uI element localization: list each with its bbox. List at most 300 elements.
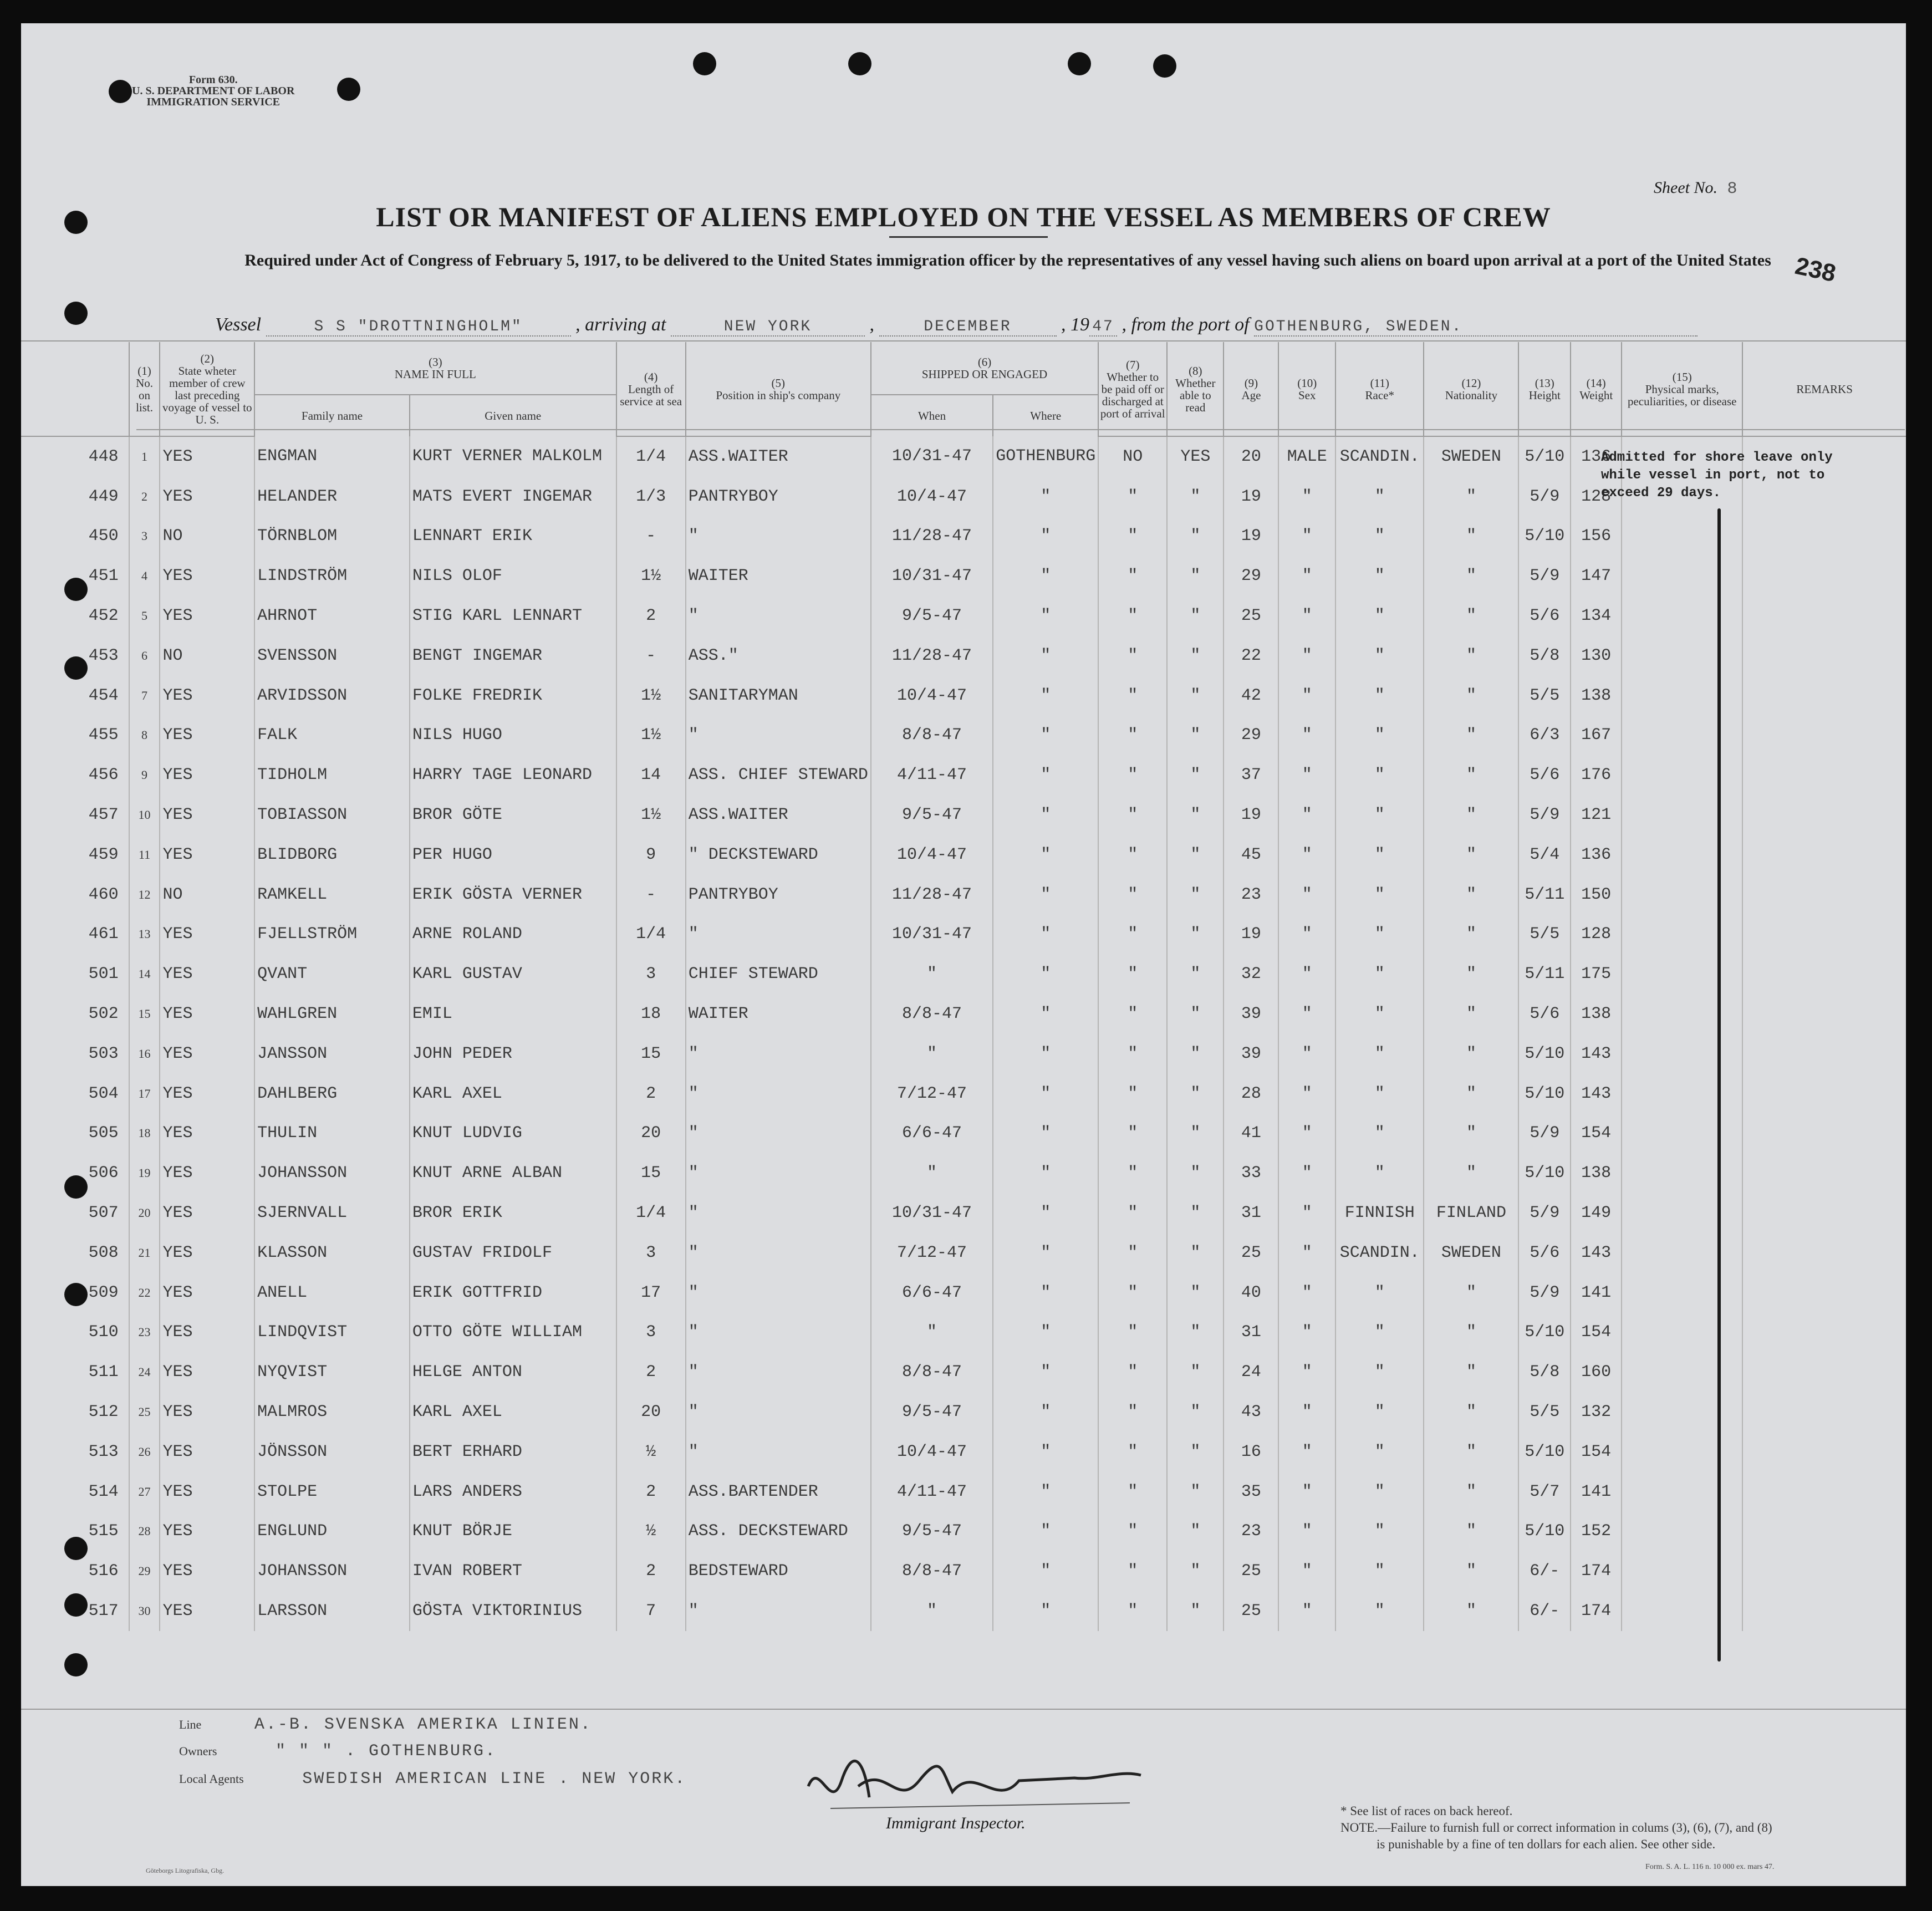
able-to-read-cell: " (1167, 1352, 1224, 1392)
sex-cell: " (1278, 1551, 1335, 1591)
table-row (21, 1114, 1906, 1154)
table-row (21, 994, 1906, 1034)
given-name-cell: EMIL (410, 994, 616, 1034)
sheet-number-cell: 514 (88, 1482, 119, 1501)
sheet-value: 8 (1727, 180, 1739, 198)
race-cell: " (1335, 1591, 1424, 1631)
crew-table (21, 342, 1906, 1631)
previous-voyage-cell: YES (160, 1313, 254, 1353)
shipped-when-cell: 8/8-47 (871, 1551, 993, 1591)
shipped-when-cell: 10/31-47 (871, 556, 993, 596)
col-position-header: (5) Position in ship's company (686, 342, 871, 436)
weight-cell: 130 (1571, 636, 1622, 676)
sheet-number-cell: 505 (88, 1124, 119, 1143)
service-length-cell: - (616, 517, 686, 557)
previous-voyage-cell: YES (160, 1114, 254, 1154)
sheet-number-cell: 517 (88, 1602, 119, 1620)
nationality-cell: FINLAND (1424, 1193, 1518, 1233)
height-cell: 5/10 (1518, 1074, 1571, 1114)
sex-cell: " (1278, 1591, 1335, 1631)
sheet-number-cell: 457 (88, 806, 119, 825)
shipped-when-cell: " (871, 1591, 993, 1631)
previous-voyage-cell: YES (160, 477, 254, 517)
nationality-cell: " (1424, 915, 1518, 955)
given-name-cell: JOHN PEDER (410, 1034, 616, 1074)
shipped-where-cell: " (993, 1591, 1098, 1631)
sheet-number-cell: 455 (88, 726, 119, 745)
agents-label: Local Agents (179, 1772, 244, 1786)
table-row (21, 795, 1906, 835)
position-cell: " (686, 1233, 871, 1273)
age-cell: 39 (1224, 994, 1278, 1034)
weight-cell: 138 (1571, 676, 1622, 716)
shipped-when-cell: 10/4-47 (871, 676, 993, 716)
list-number-cell: 4 (129, 556, 160, 596)
previous-voyage-cell: NO (160, 517, 254, 557)
form-code: Form. S. A. L. 116 n. 10 000 ex. mars 47. (1645, 1863, 1775, 1871)
paid-off-cell: " (1098, 1432, 1167, 1472)
able-to-read-cell: " (1167, 1153, 1224, 1193)
previous-voyage-cell: YES (160, 556, 254, 596)
weight-cell: 141 (1571, 1472, 1622, 1512)
col-height-header: (13) Height (1518, 342, 1571, 436)
remarks-cell (1742, 1034, 1906, 1074)
age-cell: 28 (1224, 1074, 1278, 1114)
shipped-where-cell: " (993, 556, 1098, 596)
list-number-cell: 27 (129, 1472, 160, 1512)
shipped-where-cell: " (993, 716, 1098, 756)
shipped-where-cell: " (993, 1392, 1098, 1432)
service-length-cell: 1/4 (616, 915, 686, 955)
nationality-cell: " (1424, 875, 1518, 915)
given-name-cell: BROR GÖTE (410, 795, 616, 835)
previous-voyage-cell: YES (160, 716, 254, 756)
position-cell: ASS.BARTENDER (686, 1472, 871, 1512)
physical-marks-cell (1622, 1432, 1742, 1472)
paid-off-cell: " (1098, 716, 1167, 756)
shipped-when-cell: 10/4-47 (871, 1432, 993, 1472)
previous-voyage-cell: YES (160, 994, 254, 1034)
physical-marks-cell (1622, 755, 1742, 795)
paid-off-cell: " (1098, 875, 1167, 915)
table-row (21, 1273, 1906, 1313)
table-row (21, 596, 1906, 636)
table-row (21, 716, 1906, 756)
able-to-read-cell: " (1167, 875, 1224, 915)
able-to-read-cell: " (1167, 556, 1224, 596)
given-name-cell: FOLKE FREDRIK (410, 676, 616, 716)
age-cell: 16 (1224, 1432, 1278, 1472)
weight-cell: 154 (1571, 1313, 1622, 1353)
previous-voyage-cell: YES (160, 915, 254, 955)
sheet-number-cell: 516 (88, 1562, 119, 1581)
nationality-cell: " (1424, 1313, 1518, 1353)
remarks-cell (1742, 835, 1906, 875)
position-cell: " (686, 1432, 871, 1472)
given-name-cell: KURT VERNER MALKOLM (410, 436, 616, 477)
sheet-number (1654, 179, 1739, 198)
table-row (21, 1591, 1906, 1631)
weight-cell: 160 (1571, 1352, 1622, 1392)
paid-off-cell: " (1098, 596, 1167, 636)
physical-marks-cell (1622, 1591, 1742, 1631)
punch-hole (64, 302, 88, 325)
sheet-number-cell: 511 (88, 1363, 119, 1382)
able-to-read-cell: " (1167, 1472, 1224, 1512)
able-to-read-cell: " (1167, 1034, 1224, 1074)
paid-off-cell: " (1098, 954, 1167, 994)
height-cell: 5/10 (1518, 1153, 1571, 1193)
previous-voyage-cell: YES (160, 1432, 254, 1472)
service-length-cell: 1½ (616, 716, 686, 756)
nationality-cell: " (1424, 1074, 1518, 1114)
remarks-cell (1742, 676, 1906, 716)
nationality-cell: " (1424, 517, 1518, 557)
family-name-cell: SVENSSON (254, 636, 410, 676)
physical-marks-cell (1622, 517, 1742, 557)
shipped-where-cell: " (993, 1313, 1098, 1353)
physical-marks-cell (1622, 1313, 1742, 1353)
page-title: LIST OR MANIFEST OF ALIENS EMPLOYED ON THE VESSEL AS MEMBERS OF CREW (376, 201, 1551, 232)
table-top-rule (21, 340, 1906, 342)
age-cell: 19 (1224, 915, 1278, 955)
sheet-number-cell: 501 (88, 965, 119, 984)
shipped-where-cell: " (993, 1034, 1098, 1074)
shipped-where-cell: " (993, 835, 1098, 875)
shipped-where-cell: " (993, 875, 1098, 915)
shipped-where-cell: " (993, 1512, 1098, 1552)
arriving-port: NEW YORK (671, 318, 865, 337)
sex-cell: " (1278, 1114, 1335, 1154)
given-name-cell: GUSTAV FRIDOLF (410, 1233, 616, 1273)
col-service-header: (4) Length of service at sea (616, 342, 686, 436)
remarks-cell (1742, 1591, 1906, 1631)
sex-cell: " (1278, 1512, 1335, 1552)
remarks-cell (1742, 1153, 1906, 1193)
table-row (21, 517, 1906, 557)
weight-cell: 134 (1571, 596, 1622, 636)
race-cell: SCANDIN. (1335, 436, 1424, 477)
service-length-cell: - (616, 875, 686, 915)
height-cell: 5/9 (1518, 795, 1571, 835)
nationality-cell: " (1424, 1034, 1518, 1074)
given-name-cell: KNUT LUDVIG (410, 1114, 616, 1154)
age-cell: 19 (1224, 795, 1278, 835)
family-name-cell: LINDQVIST (254, 1313, 410, 1353)
form-header (132, 74, 294, 108)
line-label: Line (179, 1718, 202, 1731)
sheet-number-cell: 448 (88, 447, 119, 466)
race-cell: " (1335, 676, 1424, 716)
previous-voyage-cell: YES (160, 755, 254, 795)
shipped-when-cell: 10/31-47 (871, 436, 993, 477)
race-cell: FINNISH (1335, 1193, 1424, 1233)
col-paid-header: (7) Whether to be paid off or discharged at port of arrival (1098, 342, 1167, 436)
able-to-read-cell: " (1167, 994, 1224, 1034)
given-name-cell: GÖSTA VIKTORINIUS (410, 1591, 616, 1631)
able-to-read-cell: " (1167, 1392, 1224, 1432)
vessel-label: Vessel (215, 314, 262, 335)
list-number-cell: 13 (129, 915, 160, 955)
family-name-cell: ENGMAN (254, 436, 410, 477)
punch-hole (1068, 52, 1091, 75)
page-subtitle: Required under Act of Congress of February 5, 1917, to be delivered to the United States immigration officer by the representatives of any vessel having such aliens on board upon arrival at a port of the United States (244, 251, 1771, 269)
height-cell: 5/10 (1518, 1313, 1571, 1353)
position-cell: " (686, 1153, 871, 1193)
sheet-number-cell: 503 (88, 1044, 119, 1063)
col-given-header: Given name (410, 395, 616, 436)
punch-hole (64, 1653, 88, 1676)
height-cell: 5/6 (1518, 1233, 1571, 1273)
sex-cell: " (1278, 1034, 1335, 1074)
table-row (21, 1392, 1906, 1432)
paid-off-cell: " (1098, 1591, 1167, 1631)
physical-marks-cell (1622, 915, 1742, 955)
sex-cell: " (1278, 994, 1335, 1034)
physical-marks-cell (1622, 795, 1742, 835)
weight-cell: 174 (1571, 1551, 1622, 1591)
nationality-cell: " (1424, 676, 1518, 716)
height-cell: 5/11 (1518, 875, 1571, 915)
form-number: Form 630. (188, 74, 238, 86)
nationality-cell: " (1424, 795, 1518, 835)
family-name-cell: TÖRNBLOM (254, 517, 410, 557)
position-cell: " DECKSTEWARD (686, 835, 871, 875)
list-number-cell: 22 (129, 1273, 160, 1313)
physical-marks-cell (1622, 875, 1742, 915)
shipped-when-cell: " (871, 1034, 993, 1074)
family-name-cell: NYQVIST (254, 1352, 410, 1392)
age-cell: 20 (1224, 436, 1278, 477)
list-number-cell: 17 (129, 1074, 160, 1114)
nationality-cell: " (1424, 1114, 1518, 1154)
vessel-line: Vessel S S "DROTTNINGHOLM" , arriving at NEW YORK , DECEMBER , 19 47 , from the port of GOTHENBURG, SWEDEN. (215, 314, 1697, 337)
service-length-cell: 7 (616, 1591, 686, 1631)
race-cell: " (1335, 1352, 1424, 1392)
physical-marks-cell (1622, 835, 1742, 875)
age-cell: 19 (1224, 517, 1278, 557)
nationality-cell: " (1424, 1392, 1518, 1432)
nationality-cell: " (1424, 1512, 1518, 1552)
race-cell: " (1335, 1392, 1424, 1432)
paid-off-cell: " (1098, 477, 1167, 517)
position-cell: CHIEF STEWARD (686, 954, 871, 994)
able-to-read-cell: " (1167, 1114, 1224, 1154)
family-name-cell: THULIN (254, 1114, 410, 1154)
position-cell: WAITER (686, 556, 871, 596)
weight-cell: 174 (1571, 1591, 1622, 1631)
previous-voyage-cell: NO (160, 636, 254, 676)
service-length-cell: 15 (616, 1034, 686, 1074)
age-cell: 35 (1224, 1472, 1278, 1512)
shipped-when-cell: " (871, 1313, 993, 1353)
shipped-when-cell: 8/8-47 (871, 994, 993, 1034)
race-cell: " (1335, 1074, 1424, 1114)
remarks-cell (1742, 596, 1906, 636)
given-name-cell: NILS OLOF (410, 556, 616, 596)
owners-label: Owners (179, 1744, 217, 1758)
shipped-where-cell: " (993, 755, 1098, 795)
able-to-read-cell: " (1167, 1551, 1224, 1591)
sheet-number-cell: 450 (88, 527, 119, 546)
list-number-cell: 16 (129, 1034, 160, 1074)
previous-voyage-cell: YES (160, 676, 254, 716)
sex-cell: " (1278, 556, 1335, 596)
sex-cell: MALE (1278, 436, 1335, 477)
family-name-cell: HELANDER (254, 477, 410, 517)
weight-cell: 147 (1571, 556, 1622, 596)
weight-cell: 176 (1571, 755, 1622, 795)
paid-off-cell: " (1098, 676, 1167, 716)
height-cell: 5/8 (1518, 1352, 1571, 1392)
nationality-cell: " (1424, 994, 1518, 1034)
previous-voyage-cell: YES (160, 1273, 254, 1313)
paid-off-cell: " (1098, 517, 1167, 557)
race-cell: " (1335, 636, 1424, 676)
table-row (21, 1432, 1906, 1472)
sheet-number-cell: 460 (88, 885, 119, 904)
shipped-where-cell: " (993, 1233, 1098, 1273)
arriving-label: , arriving at (575, 314, 666, 335)
nationality-cell: " (1424, 1551, 1518, 1591)
age-cell: 32 (1224, 954, 1278, 994)
sheet-number-cell: 452 (88, 607, 119, 626)
sheet-number-cell: 449 (88, 487, 119, 506)
shipped-when-cell: 9/5-47 (871, 1392, 993, 1432)
table-row (21, 1313, 1906, 1353)
list-number-cell: 6 (129, 636, 160, 676)
position-cell: ASS. CHIEF STEWARD (686, 755, 871, 795)
position-cell: " (686, 1193, 871, 1233)
height-cell: 5/9 (1518, 1114, 1571, 1154)
table-row (21, 915, 1906, 955)
weight-cell: 121 (1571, 795, 1622, 835)
weight-cell: 128 (1571, 477, 1622, 517)
family-name-cell: RAMKELL (254, 875, 410, 915)
agents-value: SWEDISH AMERICAN LINE . NEW YORK. (302, 1770, 687, 1788)
stamp-number: 238 (1792, 252, 1838, 288)
sheet-number-cell: 461 (88, 925, 119, 944)
sex-cell: " (1278, 636, 1335, 676)
given-name-cell: LENNART ERIK (410, 517, 616, 557)
shipped-where-cell: " (993, 1352, 1098, 1392)
year-prefix: , 19 (1061, 314, 1089, 335)
age-cell: 43 (1224, 1392, 1278, 1432)
able-to-read-cell: " (1167, 1591, 1224, 1631)
remarks-cell (1742, 1432, 1906, 1472)
previous-voyage-cell: YES (160, 1392, 254, 1432)
nationality-cell: " (1424, 1153, 1518, 1193)
sex-cell: " (1278, 1352, 1335, 1392)
race-cell: " (1335, 596, 1424, 636)
list-number-cell: 2 (129, 477, 160, 517)
service-length-cell: 1/4 (616, 1193, 686, 1233)
remarks-cell (1742, 1074, 1906, 1114)
table-row (21, 1472, 1906, 1512)
race-cell: " (1335, 1472, 1424, 1512)
service-length-cell: 1½ (616, 795, 686, 835)
previous-voyage-cell: YES (160, 1034, 254, 1074)
position-cell: " (686, 1591, 871, 1631)
weight-cell: 152 (1571, 1512, 1622, 1552)
race-cell: " (1335, 556, 1424, 596)
shipped-when-cell: " (871, 1153, 993, 1193)
inspector-label: Immigrant Inspector. (886, 1814, 1026, 1832)
physical-marks-cell (1622, 1352, 1742, 1392)
remarks-cell (1742, 1512, 1906, 1552)
list-number-cell: 10 (129, 795, 160, 835)
height-cell: 5/6 (1518, 596, 1571, 636)
position-cell: SANITARYMAN (686, 676, 871, 716)
race-cell: " (1335, 1034, 1424, 1074)
nationality-cell: " (1424, 835, 1518, 875)
able-to-read-cell: " (1167, 755, 1224, 795)
list-number-cell: 21 (129, 1233, 160, 1273)
age-cell: 31 (1224, 1313, 1278, 1353)
previous-voyage-cell: NO (160, 875, 254, 915)
sex-cell: " (1278, 1313, 1335, 1353)
nationality-cell: " (1424, 1273, 1518, 1313)
physical-marks-cell (1622, 636, 1742, 676)
shipped-where-cell: " (993, 1193, 1098, 1233)
shipped-where-cell: " (993, 1472, 1098, 1512)
family-name-cell: STOLPE (254, 1472, 410, 1512)
race-cell: " (1335, 1313, 1424, 1353)
sex-cell: " (1278, 1273, 1335, 1313)
list-number-cell: 23 (129, 1313, 160, 1353)
nationality-cell: " (1424, 1472, 1518, 1512)
race-cell: " (1335, 477, 1424, 517)
list-number-cell: 3 (129, 517, 160, 557)
paid-off-cell: " (1098, 1392, 1167, 1432)
agents-row (179, 1770, 686, 1788)
service-length-cell: 18 (616, 994, 686, 1034)
previous-voyage-cell: YES (160, 596, 254, 636)
service-length-cell: 15 (616, 1153, 686, 1193)
shipped-where-cell: GOTHENBURG (993, 436, 1098, 477)
shipped-where-cell: " (993, 477, 1098, 517)
service-length-cell: 9 (616, 835, 686, 875)
nationality-cell: " (1424, 1591, 1518, 1631)
col-sex-header: (10) Sex (1278, 342, 1335, 436)
list-number-cell: 12 (129, 875, 160, 915)
shipped-when-cell: 10/4-47 (871, 835, 993, 875)
given-name-cell: NILS HUGO (410, 716, 616, 756)
physical-marks-cell (1622, 1153, 1742, 1193)
race-cell: " (1335, 1153, 1424, 1193)
previous-voyage-cell: YES (160, 436, 254, 477)
shipped-when-cell: 4/11-47 (871, 755, 993, 795)
able-to-read-cell: " (1167, 1273, 1224, 1313)
paid-off-cell: " (1098, 994, 1167, 1034)
list-number-cell: 25 (129, 1392, 160, 1432)
paid-off-cell: " (1098, 755, 1167, 795)
table-row (21, 1034, 1906, 1074)
height-cell: 5/10 (1518, 436, 1571, 477)
able-to-read-cell: " (1167, 676, 1224, 716)
manifest-sheet (21, 23, 1906, 1886)
able-to-read-cell: YES (1167, 436, 1224, 477)
list-number-cell: 24 (129, 1352, 160, 1392)
list-number-cell: 18 (129, 1114, 160, 1154)
paid-off-cell: " (1098, 835, 1167, 875)
col-read-header: (8) Whether able to read (1167, 342, 1224, 436)
age-cell: 45 (1224, 835, 1278, 875)
physical-marks-cell (1622, 1273, 1742, 1313)
age-cell: 22 (1224, 636, 1278, 676)
sheet-number-cell: 504 (88, 1084, 119, 1103)
service-length-cell: 17 (616, 1273, 686, 1313)
